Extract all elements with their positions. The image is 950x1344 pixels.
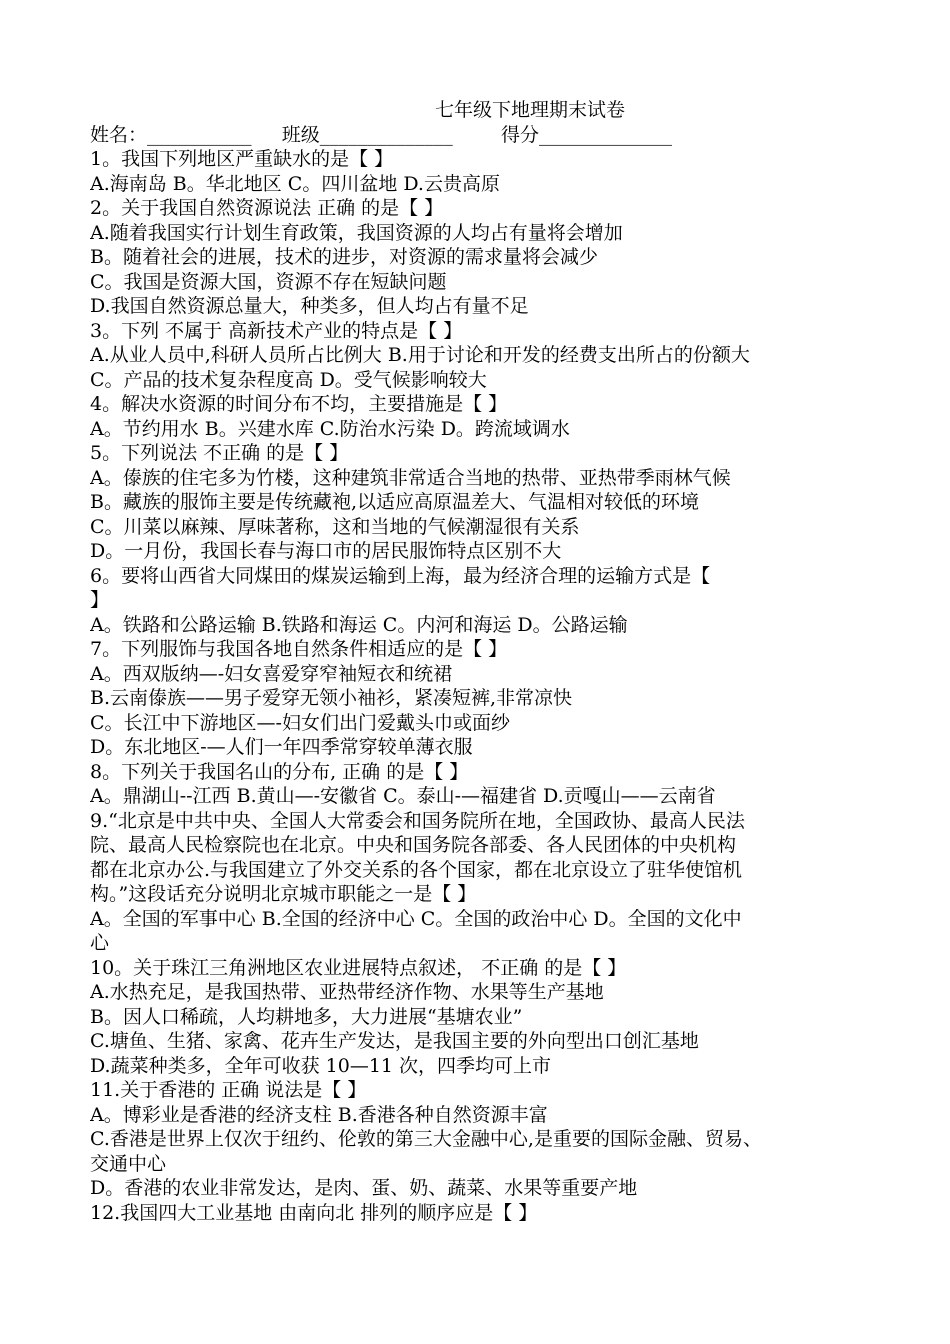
text-line: C。长江中下游地区—-妇女们出门爱戴头巾或面纱 [90, 711, 510, 734]
text-line: A。铁路和公路运输 B.铁路和海运 C。内河和海运 D。公路运输 [90, 613, 628, 636]
text-line: 7。下列服饰与我国各地自然条件相适应的是【 】 [90, 638, 508, 660]
text-line: 构。”这段话充分说明北京城市职能之一是【 】 [90, 883, 477, 905]
text-line: 4。解决水资源的时间分布不均，主要措施是【 】 [90, 393, 508, 415]
text-line: A。傣族的住宅多为竹楼，这种建筑非常适合当地的热带、亚热带季雨林气候 [90, 466, 731, 489]
text-line: B。因人口稀疏，人均耕地多，大力进展“基塘农业” [90, 1005, 523, 1028]
text-line: 】 [90, 589, 110, 611]
text-line: A。西双版纳—-妇女喜爱穿窄袖短衣和统裙 [90, 662, 453, 685]
text-line: A.随着我国实行计划生育政策，我国资源的人均占有量将会增加 [90, 221, 623, 244]
text-line: C。我国是资源大国，资源不存在短缺问题 [90, 270, 447, 293]
text-line: 都在北京办公.与我国建立了外交关系的各个国家，都在北京设立了驻华使馆机 [90, 858, 743, 881]
text-line: C.香港是世界上仅次于纽约、伦敦的第三大金融中心,是重要的国际金融、贸易、 [90, 1128, 762, 1150]
text-line: A.海南岛 B。华北地区 C。四川盆地 D.云贵高原 [90, 172, 500, 195]
text-line: 12.我国四大工业基地 由南向北 排列的顺序应是【 】 [90, 1201, 538, 1224]
text-line: 5。下列说法 不正确 的是【 】 [90, 442, 349, 464]
text-line: A。鼎湖山--江西 B.黄山—-安徽省 C。泰山-—福建省 D.贡嘎山——云南省 [90, 785, 716, 807]
text-line: A。博彩业是香港的经济支柱 B.香港各种自然资源丰富 [90, 1103, 548, 1126]
text-line: D.我国自然资源总量大，种类多，但人均占有量不足 [90, 295, 529, 317]
text-line: A.从业人员中,科研人员所占比例大 B.用于讨论和开发的经费支出所占的份额大 [90, 344, 750, 366]
text-line: B。藏族的服饰主要是传统藏袍,以适应高原温差大、气温相对较低的环境 [90, 491, 700, 513]
text-line: A。全国的军事中心 B.全国的经济中心 C。全国的政治中心 D。全国的文化中 [90, 907, 742, 930]
exam-title: 七年级下地理期末试卷 [434, 99, 625, 121]
text-line: 1。我国下列地区严重缺水的是【 】 [90, 148, 394, 170]
text-line: 交通中心 [90, 1152, 167, 1175]
text-line: C。产品的技术复杂程度高 D。受气候影响较大 [90, 368, 487, 391]
text-line: D.蔬菜种类多，全年可收获 10—11 次，四季均可上市 [90, 1054, 552, 1077]
text-line: 11.关于香港的 正确 说法是【 】 [90, 1079, 367, 1101]
text-line: 6。要将山西省大同煤田的煤炭运输到上海，最为经济合理的运输方式是【 [90, 564, 711, 587]
text-line: C.塘鱼、生猪、家禽、花卉生产发达，是我国主要的外向型出口创汇基地 [90, 1030, 699, 1052]
text-line: 9.“北京是中共中央、全国人大常委会和国务院所在地，全国政协、最高人民法 [90, 809, 745, 832]
text-line: 心 [90, 932, 110, 954]
text-line: C。川菜以麻辣、厚味著称，这和当地的气候潮湿很有关系 [90, 515, 580, 538]
text-line: 2。关于我国自然资源说法 正确 的是【 】 [90, 197, 444, 219]
text-line: 8。下列关于我国名山的分布, 正确 的是【 】 [90, 760, 469, 783]
text-line: 院、最高人民检察院也在北京。中央和国务院各部委、各人民团体的中央机构 [90, 834, 737, 856]
exam-page [90, 98, 870, 1225]
text-line: B。随着社会的进展，技术的进步，对资源的需求量将会减少 [90, 246, 598, 268]
text-line: D。一月份，我国长春与海口市的居民服饰特点区别不大 [90, 540, 562, 562]
question-list [90, 147, 870, 1225]
text-line: D。东北地区-—人们一年四季常穿较单薄衣服 [90, 736, 473, 758]
text-line: D。香港的农业非常发达，是肉、蛋、奶、蔬菜、水果等重要产地 [90, 1177, 638, 1199]
text-line: B.云南傣族——男子爱穿无领小袖衫，紧凑短裤,非常凉快 [90, 687, 573, 709]
text-line: 10。关于珠江三角洲地区农业进展特点叙述， 不正确 的是【 】 [90, 956, 627, 979]
text-line: A.水热充足，是我国热带、亚热带经济作物、水果等生产基地 [90, 981, 604, 1003]
text-line: A。节约用水 B。兴建水库 C.防治水污染 D。跨流域调水 [90, 417, 570, 440]
text-line: 3。下列 不属于 高新技术产业的特点是【 】 [90, 319, 463, 342]
student-info-line: 姓名：___________ 班级______________ 得分______________ [90, 123, 673, 146]
